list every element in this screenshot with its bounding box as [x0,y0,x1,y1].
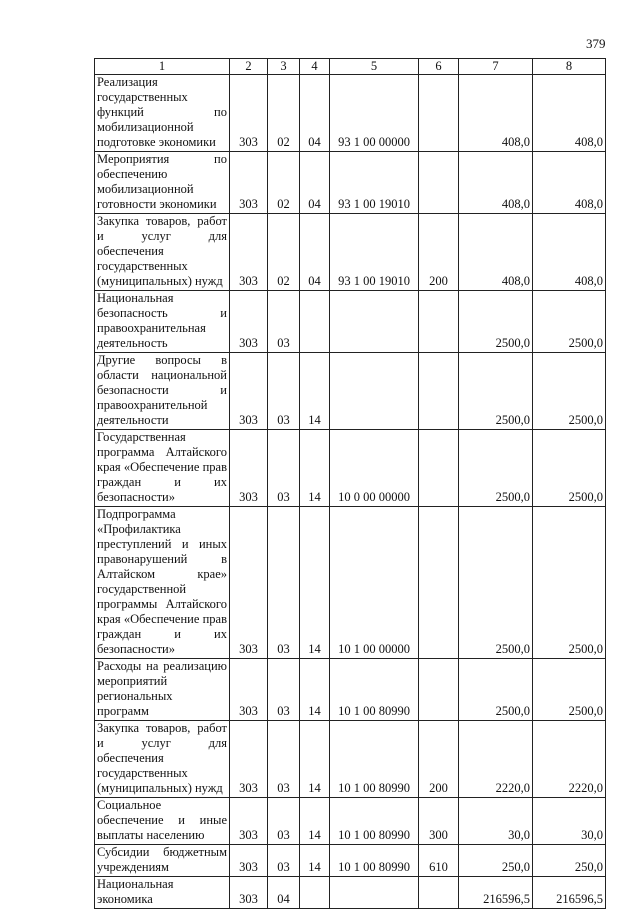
row-description: Мероприятия по обеспечению мобилизационной готовности экономики [95,152,230,214]
row-amount: 2500,0 [459,353,533,430]
row-amount: 2500,0 [459,291,533,353]
column-header: 3 [268,59,300,75]
column-header: 2 [230,59,268,75]
row-amount-next: 216596,5 [533,877,606,909]
row-code-expense-type: 300 [419,798,459,845]
table-row [95,353,606,430]
row-code-section: 03 [268,845,300,877]
row-code-target: 10 1 00 80990 [330,798,419,845]
page-number: 379 [586,36,606,51]
table-row [95,291,606,353]
row-code-section: 03 [268,353,300,430]
row-code-section: 03 [268,507,300,659]
table-row [95,721,606,798]
row-description: Закупка товаров, работ и услуг для обеспечения государственных (муниципальных) нужд [95,721,230,798]
row-code-section: 03 [268,430,300,507]
row-amount: 408,0 [459,75,533,152]
row-code-ministry: 303 [230,353,268,430]
row-code-target: 93 1 00 19010 [330,152,419,214]
row-code-subsection [300,291,330,353]
row-amount-next: 2500,0 [533,507,606,659]
row-code-subsection: 14 [300,507,330,659]
row-code-section: 03 [268,659,300,721]
row-description: Социальное обеспечение и иные выплаты населению [95,798,230,845]
row-code-target [330,353,419,430]
row-code-ministry: 303 [230,75,268,152]
row-description: Другие вопросы в области национальной безопасности и правоохранительной деятельности [95,353,230,430]
row-code-expense-type [419,291,459,353]
row-description: Расходы на реализацию мероприятий региональных программ [95,659,230,721]
row-amount: 2500,0 [459,430,533,507]
table-row [95,75,606,152]
row-code-subsection: 04 [300,214,330,291]
row-description: Субсидии бюджетным учреждениям [95,845,230,877]
column-header: 7 [459,59,533,75]
column-header: 4 [300,59,330,75]
row-code-target: 10 1 00 80990 [330,659,419,721]
column-header: 6 [419,59,459,75]
row-code-subsection: 14 [300,659,330,721]
row-code-subsection: 14 [300,353,330,430]
row-description: Реализация государственных функций по мобилизационной подготовке экономики [95,75,230,152]
row-code-target [330,291,419,353]
table-row [95,214,606,291]
row-code-section: 02 [268,214,300,291]
row-code-subsection: 14 [300,721,330,798]
row-code-subsection: 14 [300,430,330,507]
row-code-section: 03 [268,291,300,353]
row-code-subsection: 14 [300,845,330,877]
row-code-ministry: 303 [230,507,268,659]
row-code-target: 10 1 00 00000 [330,507,419,659]
row-code-section: 02 [268,152,300,214]
row-amount: 30,0 [459,798,533,845]
row-code-ministry: 303 [230,214,268,291]
row-code-subsection: 04 [300,152,330,214]
row-code-expense-type [419,430,459,507]
row-description: Подпрограмма «Профилактика преступлений и иных правонарушений в Алтайском крае» государственной программы Алтайского края «Обеспечение прав граждан и их безопасности» [95,507,230,659]
row-code-subsection: 14 [300,798,330,845]
row-code-expense-type [419,659,459,721]
row-code-ministry: 303 [230,877,268,909]
row-code-ministry: 303 [230,721,268,798]
row-amount-next: 408,0 [533,152,606,214]
row-description: Национальная безопасность и правоохранительная деятельность [95,291,230,353]
row-amount-next: 2500,0 [533,291,606,353]
row-code-target: 10 1 00 80990 [330,721,419,798]
row-amount-next: 2500,0 [533,430,606,507]
row-amount-next: 30,0 [533,798,606,845]
row-amount: 2220,0 [459,721,533,798]
row-code-ministry: 303 [230,659,268,721]
row-description: Государственная программа Алтайского края «Обеспечение прав граждан и их безопасности» [95,430,230,507]
table-row [95,152,606,214]
header-row [95,59,606,75]
row-amount-next: 250,0 [533,845,606,877]
row-amount: 2500,0 [459,507,533,659]
row-amount: 408,0 [459,214,533,291]
row-amount: 250,0 [459,845,533,877]
column-header: 5 [330,59,419,75]
table-row [95,798,606,845]
budget-table [94,58,606,909]
row-amount-next: 408,0 [533,75,606,152]
row-code-section: 02 [268,75,300,152]
row-code-ministry: 303 [230,430,268,507]
row-amount-next: 2500,0 [533,659,606,721]
row-code-expense-type: 200 [419,721,459,798]
row-code-section: 04 [268,877,300,909]
column-header: 1 [95,59,230,75]
row-code-target: 10 1 00 80990 [330,845,419,877]
row-amount: 408,0 [459,152,533,214]
row-code-expense-type: 610 [419,845,459,877]
row-code-ministry: 303 [230,798,268,845]
row-code-expense-type: 200 [419,214,459,291]
table-row [95,430,606,507]
column-header: 8 [533,59,606,75]
row-code-target: 93 1 00 19010 [330,214,419,291]
row-amount: 2500,0 [459,659,533,721]
row-code-ministry: 303 [230,291,268,353]
table-row [95,845,606,877]
row-code-expense-type [419,152,459,214]
row-code-section: 03 [268,721,300,798]
row-description: Закупка товаров, работ и услуг для обеспечения государственных (муниципальных) нужд [95,214,230,291]
row-description: Национальная экономика [95,877,230,909]
table-row [95,507,606,659]
row-code-expense-type [419,353,459,430]
row-amount: 216596,5 [459,877,533,909]
row-code-target: 93 1 00 00000 [330,75,419,152]
row-amount-next: 2500,0 [533,353,606,430]
row-code-subsection: 04 [300,75,330,152]
row-code-expense-type [419,75,459,152]
row-amount-next: 2220,0 [533,721,606,798]
row-code-ministry: 303 [230,845,268,877]
row-code-target: 10 0 00 00000 [330,430,419,507]
row-code-expense-type [419,507,459,659]
row-code-section: 03 [268,798,300,845]
row-amount-next: 408,0 [533,214,606,291]
row-code-ministry: 303 [230,152,268,214]
table-row [95,659,606,721]
